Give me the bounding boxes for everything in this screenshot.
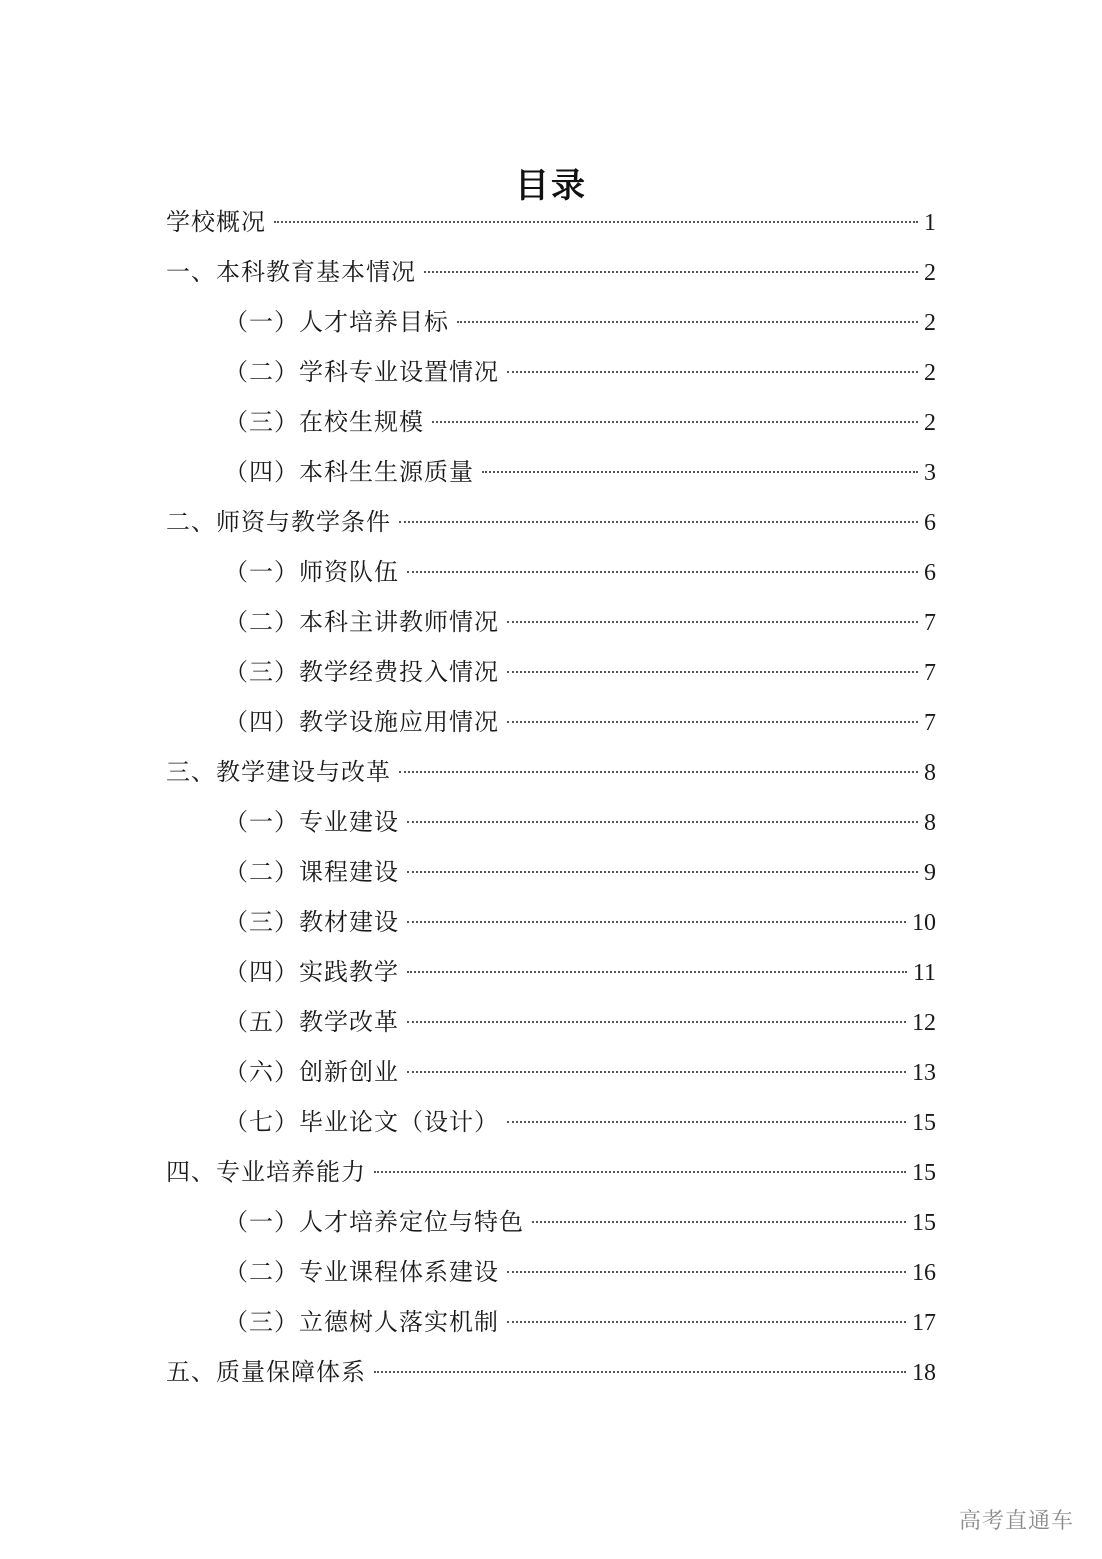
toc-dot-leader <box>457 321 918 323</box>
page-title: 目录 <box>515 165 587 206</box>
toc-dot-leader <box>407 871 918 873</box>
toc-entry[interactable] <box>166 747 936 797</box>
toc-dot-leader <box>424 271 918 273</box>
toc-entry[interactable] <box>166 197 936 247</box>
toc-entry[interactable] <box>166 1197 936 1247</box>
toc-page-number: 1 <box>924 210 936 236</box>
toc-entry-label: （四）教学设施应用情况 <box>224 708 499 736</box>
toc-entry[interactable] <box>166 1347 936 1397</box>
watermark-text: 高考直通车 <box>958 1509 1074 1534</box>
toc-dot-leader <box>399 521 918 523</box>
toc-entry[interactable] <box>166 697 936 747</box>
toc-page-number: 9 <box>924 860 936 886</box>
toc-entry-label: （四）本科生生源质量 <box>224 458 474 486</box>
toc-entry-label: （二）本科主讲教师情况 <box>224 608 499 636</box>
toc-dot-leader <box>507 1321 906 1323</box>
toc-entry[interactable] <box>166 547 936 597</box>
toc-entry[interactable] <box>166 1147 936 1197</box>
toc-page-number: 2 <box>924 410 936 436</box>
toc-page-number: 15 <box>912 1210 936 1236</box>
toc-entry-label: （六）创新创业 <box>224 1058 399 1086</box>
toc-entry-label: （五）教学改革 <box>224 1008 399 1036</box>
toc-page-number: 15 <box>912 1160 936 1186</box>
toc-page-number: 3 <box>924 460 936 486</box>
toc-entry-label: （二）专业课程体系建设 <box>224 1258 499 1286</box>
toc-page-number: 8 <box>924 760 936 786</box>
toc-page-number: 13 <box>912 1060 936 1086</box>
toc-dot-leader <box>407 921 906 923</box>
toc-entry-label: （一）专业建设 <box>224 808 399 836</box>
toc-entry-label: 三、教学建设与改革 <box>166 758 391 786</box>
toc-dot-leader <box>507 1271 906 1273</box>
toc-entry[interactable] <box>166 597 936 647</box>
toc-page-number: 17 <box>912 1310 936 1336</box>
toc-page-number: 2 <box>924 260 936 286</box>
toc-entry[interactable] <box>166 997 936 1047</box>
toc-dot-leader <box>407 971 907 973</box>
toc-dot-leader <box>507 721 918 723</box>
toc-page-number: 7 <box>924 710 936 736</box>
toc-dot-leader <box>407 821 918 823</box>
toc-page-number: 7 <box>924 610 936 636</box>
toc-page-number: 8 <box>924 810 936 836</box>
toc-page-number: 10 <box>912 910 936 936</box>
toc-dot-leader <box>374 1171 906 1173</box>
toc-entry-label: （四）实践教学 <box>224 958 399 986</box>
toc-entry[interactable] <box>166 1297 936 1347</box>
toc-dot-leader <box>532 1221 906 1223</box>
toc-dot-leader <box>507 371 918 373</box>
toc-entry-label: （一）人才培养定位与特色 <box>224 1208 524 1236</box>
toc-entry-label: 学校概况 <box>166 208 266 236</box>
toc-entry[interactable] <box>166 297 936 347</box>
toc-entry[interactable] <box>166 897 936 947</box>
toc-entry[interactable] <box>166 497 936 547</box>
toc-entry[interactable] <box>166 647 936 697</box>
toc-entry[interactable] <box>166 797 936 847</box>
toc-entry-label: （一）人才培养目标 <box>224 308 449 336</box>
toc-dot-leader <box>482 471 918 473</box>
toc-page-number: 2 <box>924 360 936 386</box>
toc-page-number: 16 <box>912 1260 936 1286</box>
toc-entry[interactable] <box>166 347 936 397</box>
toc-entry-label: （三）教学经费投入情况 <box>224 658 499 686</box>
toc-entry-label: （一）师资队伍 <box>224 558 399 586</box>
toc-entry-label: （七）毕业论文（设计） <box>224 1108 499 1136</box>
toc-page-number: 2 <box>924 310 936 336</box>
toc-entry[interactable] <box>166 847 936 897</box>
toc-entry-label: （二）学科专业设置情况 <box>224 358 499 386</box>
toc-entry-label: （三）在校生规模 <box>224 408 424 436</box>
toc-dot-leader <box>432 421 918 423</box>
toc-dot-leader <box>374 1371 906 1373</box>
toc-page-number: 6 <box>924 510 936 536</box>
toc-page-number: 12 <box>912 1010 936 1036</box>
toc-entry-label: 一、本科教育基本情况 <box>166 258 416 286</box>
toc-entry[interactable] <box>166 1047 936 1097</box>
toc-dot-leader <box>407 1021 906 1023</box>
toc-entry-label: （三）教材建设 <box>224 908 399 936</box>
toc-page-number: 7 <box>924 660 936 686</box>
toc-page-number: 15 <box>912 1110 936 1136</box>
toc-page-number: 6 <box>924 560 936 586</box>
toc-entry-label: 五、质量保障体系 <box>166 1358 366 1386</box>
toc-entry[interactable] <box>166 447 936 497</box>
toc-entry-label: （三）立德树人落实机制 <box>224 1308 499 1336</box>
toc-dot-leader <box>507 621 918 623</box>
toc-entry[interactable] <box>166 1247 936 1297</box>
toc-page-number: 11 <box>912 960 936 986</box>
toc-entry-label: 二、师资与教学条件 <box>166 508 391 536</box>
toc-dot-leader <box>407 1071 906 1073</box>
table-of-contents <box>166 197 936 1397</box>
toc-entry-label: 四、专业培养能力 <box>166 1158 366 1186</box>
toc-dot-leader <box>274 221 918 223</box>
toc-dot-leader <box>399 771 918 773</box>
toc-entry-label: （二）课程建设 <box>224 858 399 886</box>
toc-page-number: 18 <box>912 1360 936 1386</box>
toc-entry[interactable] <box>166 397 936 447</box>
toc-entry[interactable] <box>166 947 936 997</box>
toc-entry[interactable] <box>166 1097 936 1147</box>
toc-dot-leader <box>507 671 918 673</box>
toc-dot-leader <box>507 1121 906 1123</box>
toc-entry[interactable] <box>166 247 936 297</box>
toc-dot-leader <box>407 571 918 573</box>
